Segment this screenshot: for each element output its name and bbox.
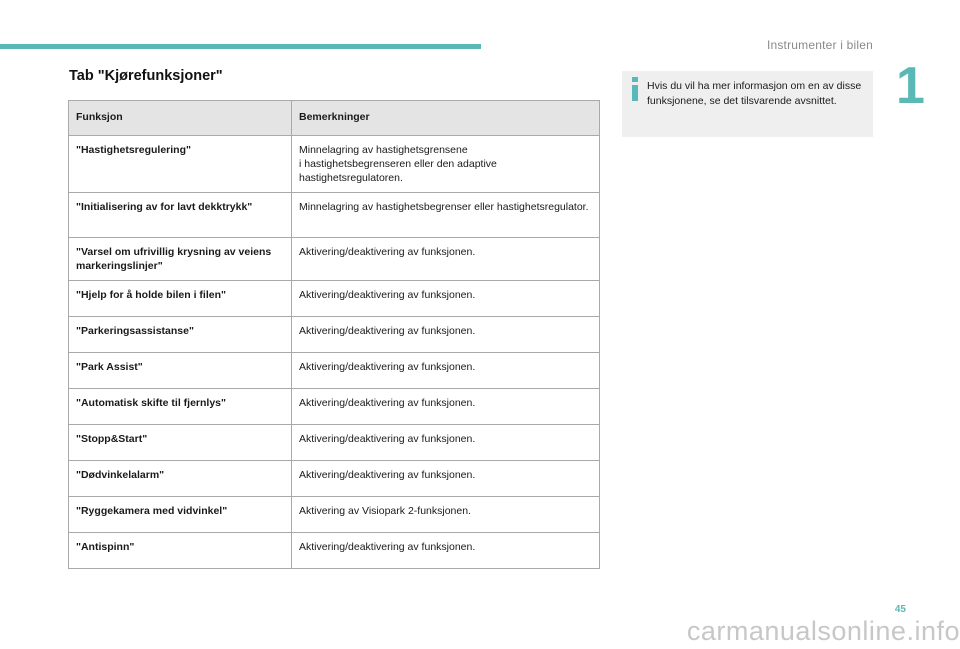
function-cell: "Hjelp for å holde bilen i filen": [69, 281, 292, 317]
table-row: [69, 238, 600, 281]
function-cell: "Ryggekamera med vidvinkel": [69, 497, 292, 533]
info-icon: [630, 77, 640, 101]
watermark: carmanualsonline.info: [686, 616, 960, 646]
remark-cell: Aktivering/deaktivering av funksjonen.: [292, 317, 600, 353]
table-row: [69, 281, 600, 317]
table-row: [69, 389, 600, 425]
info-text: Hvis du vil ha mer informasjon om en av disse funksjonene, se det tilsvarende avsnittet.: [647, 80, 862, 107]
table-row: [69, 193, 600, 238]
table-row: [69, 317, 600, 353]
remark-cell: Aktivering/deaktivering av funksjonen.: [292, 461, 600, 497]
table-row: [69, 425, 600, 461]
function-cell: "Initialisering av for lavt dekktrykk": [69, 193, 292, 238]
remark-cell: Aktivering/deaktivering av funksjonen.: [292, 389, 600, 425]
chapter-number: 1: [896, 57, 925, 115]
remark-cell: Aktivering av Visiopark 2-funksjonen.: [292, 497, 600, 533]
function-cell: "Stopp&Start": [69, 425, 292, 461]
table-row: [69, 497, 600, 533]
features-table: [68, 100, 600, 569]
table-header-row: [69, 101, 600, 136]
table-row: [69, 533, 600, 569]
function-cell: "Hastighetsregulering": [69, 136, 292, 193]
function-cell: "Antispinn": [69, 533, 292, 569]
chapter-title: Instrumenter i bilen: [766, 38, 873, 52]
info-box: [622, 71, 873, 137]
function-cell: "Dødvinkelalarm": [69, 461, 292, 497]
remark-cell: Minnelagring av hastighetsgrensene i hastighetsbegrenseren eller den adaptive hastighetsregulatoren.: [292, 136, 600, 193]
function-cell: "Varsel om ufrivillig krysning av veiens markeringslinjer": [69, 238, 292, 281]
function-cell: "Park Assist": [69, 353, 292, 389]
remark-cell: Minnelagring av hastighetsbegrenser eller hastighetsregulator.: [292, 193, 600, 238]
page-number: 45: [894, 604, 906, 615]
table-row: [69, 461, 600, 497]
remark-cell: Aktivering/deaktivering av funksjonen.: [292, 533, 600, 569]
section-title: Tab "Kjørefunksjoner": [69, 68, 223, 84]
function-cell: "Automatisk skifte til fjernlys": [69, 389, 292, 425]
remark-cell: Aktivering/deaktivering av funksjonen.: [292, 425, 600, 461]
function-cell: "Parkeringsassistanse": [69, 317, 292, 353]
table-row: [69, 353, 600, 389]
header-accent-bar: [0, 44, 481, 49]
column-header-remarks: Bemerkninger: [292, 101, 600, 136]
column-header-function: Funksjon: [69, 101, 292, 136]
remark-cell: Aktivering/deaktivering av funksjonen.: [292, 238, 600, 281]
table-row: [69, 136, 600, 193]
remark-cell: Aktivering/deaktivering av funksjonen.: [292, 353, 600, 389]
remark-cell: Aktivering/deaktivering av funksjonen.: [292, 281, 600, 317]
